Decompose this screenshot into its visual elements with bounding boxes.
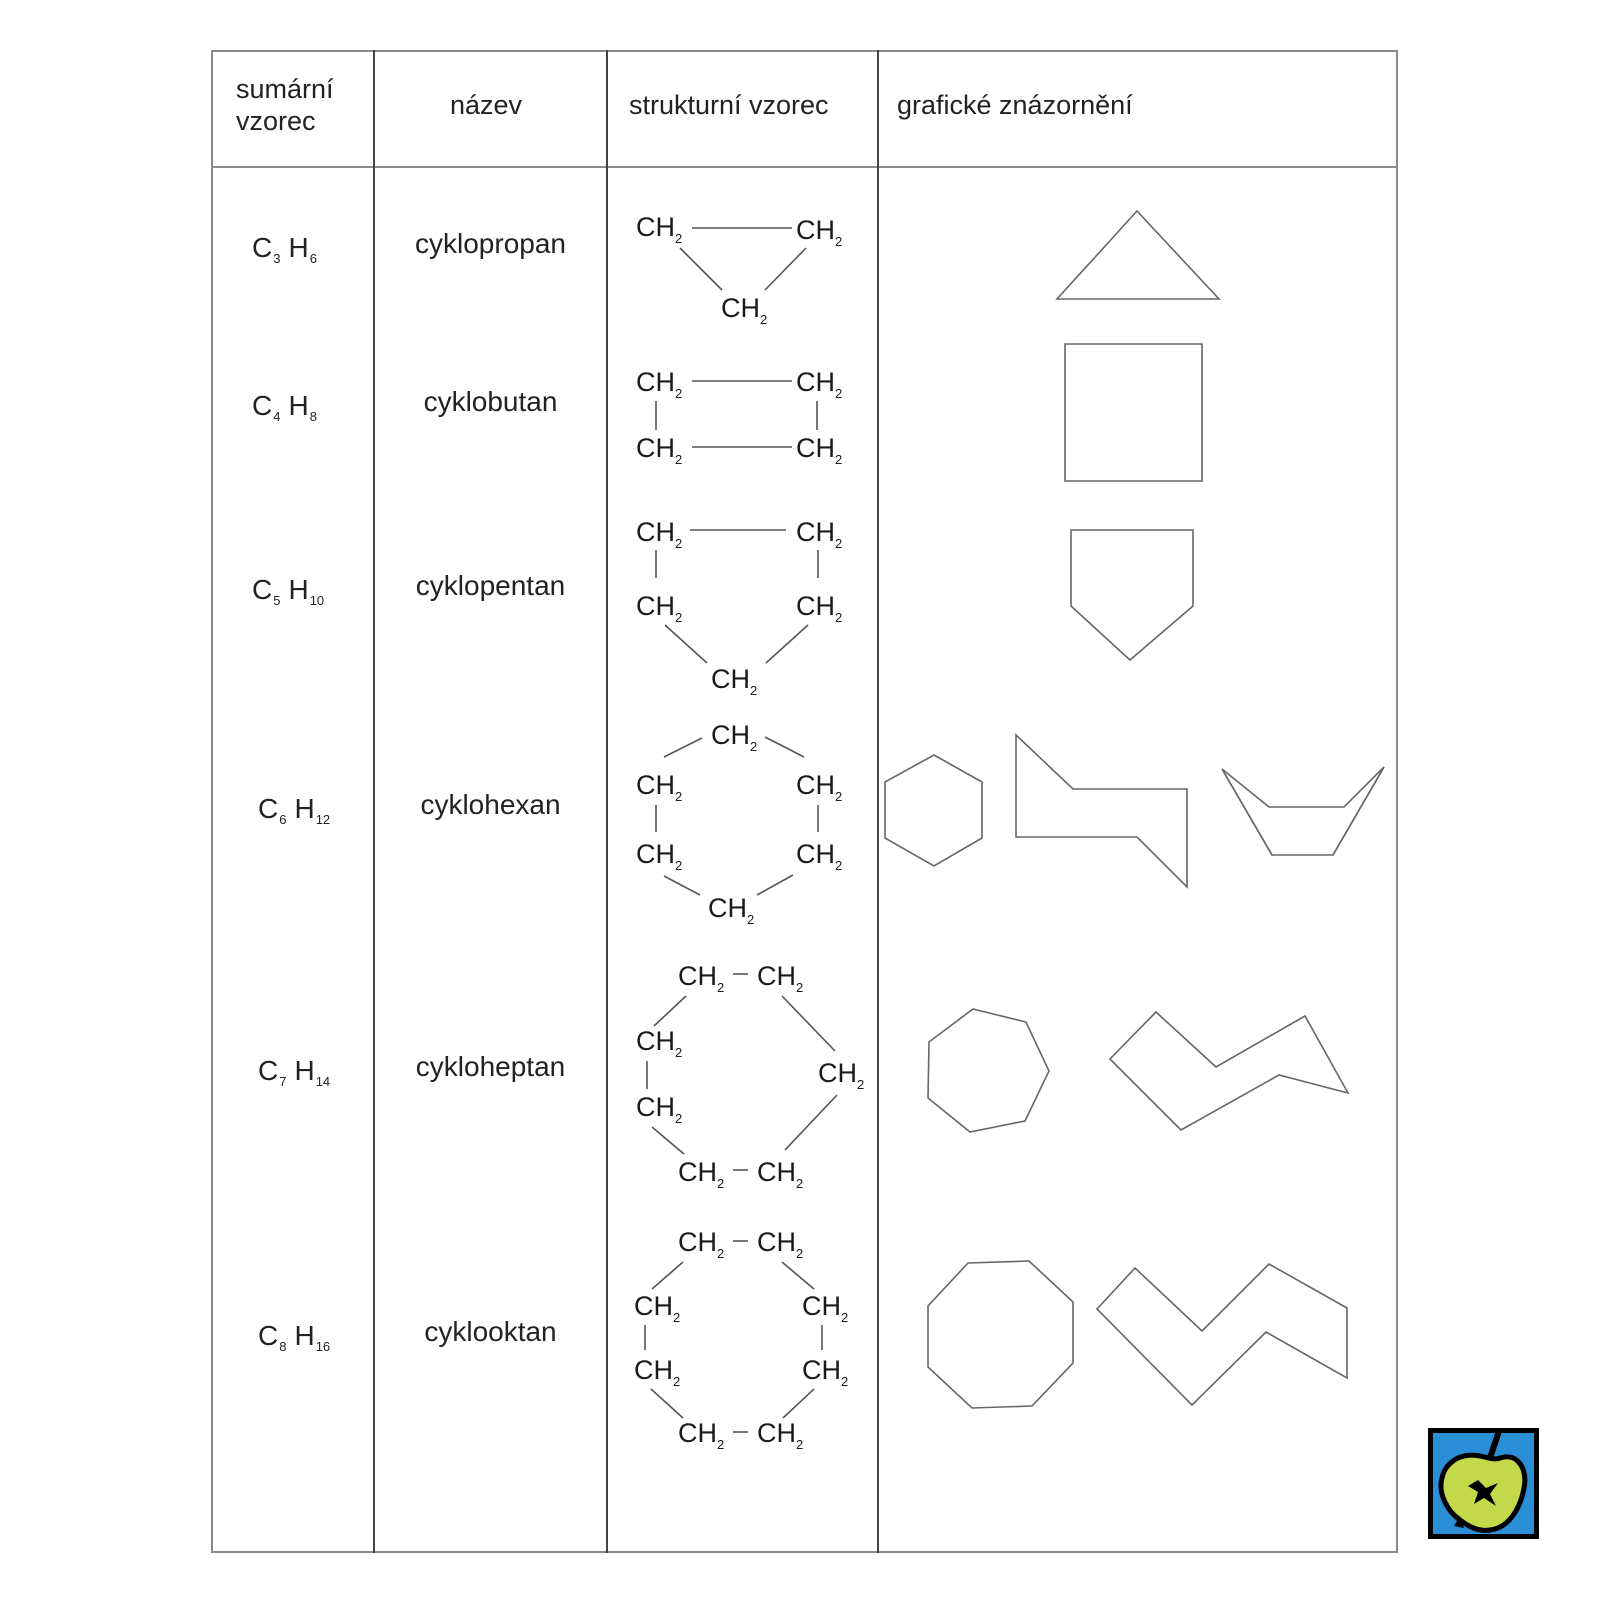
ch2-group: $CH_2$ — [636, 212, 683, 246]
heptagon-shape — [928, 1009, 1049, 1132]
ch2-group: $CH_2$ — [636, 591, 683, 625]
compound-name: cyklopropan — [415, 228, 566, 259]
compound-name: cyklooktan — [424, 1316, 557, 1347]
ch2-group: $CH_2$ — [757, 1227, 804, 1261]
carbon-symbol: C — [252, 232, 273, 263]
hydrogen-symbol: H — [294, 1055, 315, 1086]
ch2-group: $CH_2$ — [636, 770, 683, 804]
crown-conformation-shape — [1097, 1264, 1347, 1405]
carbon-count: 4 — [273, 409, 281, 424]
apple-logo-icon — [1428, 1428, 1539, 1539]
compound-name: cyklobutan — [423, 386, 558, 417]
hexagon-shape — [885, 755, 982, 866]
chair-conformation-shape — [1016, 735, 1187, 887]
header-graficke-znazorneni: grafické znázornění — [897, 90, 1133, 120]
hydrogen-count: 12 — [315, 812, 331, 827]
hydrogen-symbol: H — [288, 574, 309, 605]
header-strukturni-vzorec: strukturní vzorec — [629, 90, 829, 120]
pentagon-shape — [1071, 530, 1193, 660]
hydrogen-count: 6 — [309, 251, 317, 266]
ch2-group: $CH_2$ — [636, 1026, 683, 1060]
carbon-symbol: C — [258, 1320, 279, 1351]
ch2-group: $CH_2$ — [818, 1058, 865, 1092]
ch2-group: $CH_2$ — [634, 1291, 681, 1325]
hydrogen-count: 16 — [315, 1339, 331, 1354]
hydrogen-symbol: H — [294, 793, 315, 824]
ch2-group: $CH_2$ — [708, 893, 755, 927]
ch2-group: $CH_2$ — [636, 517, 683, 551]
compound-name: cykloheptan — [415, 1051, 566, 1082]
ch2-group: $CH_2$ — [634, 1355, 681, 1389]
carbon-symbol: C — [252, 390, 273, 421]
hydrogen-symbol: H — [288, 390, 309, 421]
ch2-group: $CH_2$ — [636, 1092, 683, 1126]
ch2-group: $CH_2$ — [678, 961, 725, 995]
ch2-group: $CH_2$ — [757, 1157, 804, 1191]
ch2-group: $CH_2$ — [796, 517, 843, 551]
ch2-group: $CH_2$ — [678, 1227, 725, 1261]
ch2-group: $CH_2$ — [796, 591, 843, 625]
ch2-group: $CH_2$ — [802, 1291, 849, 1325]
compound-name: cyklopentan — [415, 570, 566, 601]
hydrogen-count: 14 — [315, 1074, 331, 1089]
carbon-count: 6 — [279, 812, 287, 827]
ch2-group: $CH_2$ — [636, 839, 683, 873]
twisted-heptagon-shape — [1110, 1012, 1348, 1130]
ch2-group: $CH_2$ — [636, 433, 683, 467]
triangle-shape — [1057, 211, 1219, 299]
ch2-group: $CH_2$ — [678, 1157, 725, 1191]
hydrogen-count: 8 — [309, 409, 317, 424]
boat-edge-line — [1222, 769, 1272, 855]
square-shape — [1065, 344, 1202, 481]
header-nazev: název — [450, 90, 523, 120]
ch2-group: $CH_2$ — [802, 1355, 849, 1389]
carbon-count: 7 — [279, 1074, 287, 1089]
hydrogen-count: 10 — [309, 593, 325, 608]
carbon-symbol: C — [258, 1055, 279, 1086]
ch2-group: $CH_2$ — [721, 293, 768, 327]
boat-edge-line — [1333, 767, 1384, 855]
header-line: sumární — [236, 74, 334, 104]
compound-name: cyklohexan — [420, 789, 561, 820]
ch2-group: $CH_2$ — [711, 664, 758, 698]
octagon-shape — [928, 1261, 1073, 1408]
ch2-group: $CH_2$ — [796, 770, 843, 804]
carbon-symbol: C — [258, 793, 279, 824]
carbon-count: 3 — [273, 251, 281, 266]
ch2-group: $CH_2$ — [678, 1418, 725, 1452]
ch2-group: $CH_2$ — [757, 961, 804, 995]
ch2-group: $CH_2$ — [796, 215, 843, 249]
ch2-group: $CH_2$ — [796, 839, 843, 873]
ch2-group: $CH_2$ — [796, 367, 843, 401]
hydrogen-symbol: H — [294, 1320, 315, 1351]
ch2-group: $CH_2$ — [636, 367, 683, 401]
hydrogen-symbol: H — [288, 232, 309, 263]
carbon-count: 5 — [273, 593, 281, 608]
header-line: vzorec — [236, 106, 316, 136]
carbon-symbol: C — [252, 574, 273, 605]
ch2-group: $CH_2$ — [711, 720, 758, 754]
carbon-count: 8 — [279, 1339, 287, 1354]
ch2-group: $CH_2$ — [796, 433, 843, 467]
ch2-group: $CH_2$ — [757, 1418, 804, 1452]
